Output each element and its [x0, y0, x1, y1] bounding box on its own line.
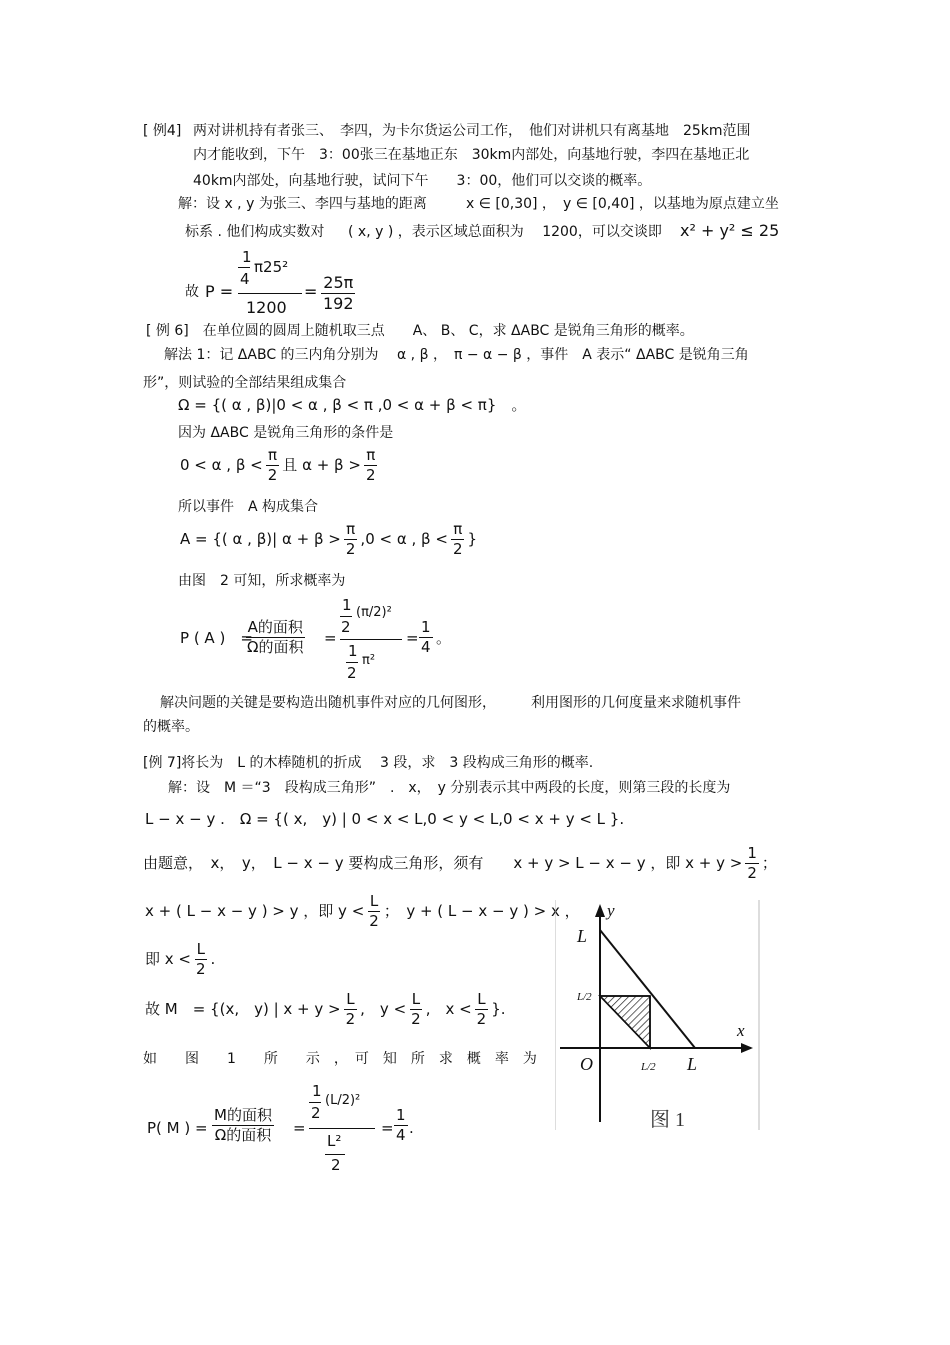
ex7-line8: 如 图 1 所 示 ， 可 知 所 求 概 率 为 — [143, 1051, 537, 1067]
ex7-line4 — [143, 846, 777, 881]
ex7-line6a: 即 x < — [145, 950, 191, 968]
ex6-mid-den-1: 1 — [348, 642, 358, 660]
figure-caption: 图 1 — [650, 1109, 685, 1130]
ex7-two: 2 — [345, 1010, 356, 1028]
ex4-tag: [ 例4] — [143, 123, 182, 139]
ex7-line5b: ； y + ( L − x − y ) > x ， — [383, 902, 580, 920]
ex7-eq2: = — [381, 1119, 394, 1137]
ex6-conclusion-2: 的概率。 — [143, 719, 199, 735]
ex4-result-num: 25π — [323, 273, 354, 292]
ex4-frac-one: 1 — [242, 248, 252, 266]
ex6-two: 2 — [267, 466, 278, 484]
ex7-pm-label: P( M ) = — [147, 1119, 208, 1137]
ex7-probability — [147, 1076, 447, 1176]
ex6-condition — [180, 448, 381, 483]
ex7-line5a: x + ( L − x − y ) > y ，即 y < — [145, 902, 365, 920]
ex7-line4a: 由题意， x， y， L − x − y 要构成三角形，须有 x + y > L − x − y ，即 x + y > — [143, 854, 743, 872]
ex7-two: 2 — [411, 1010, 421, 1028]
ex6-pi: π — [346, 520, 356, 538]
ex6-mid-num-2: 2 — [341, 618, 351, 636]
ex7-m-set-a: 故 M = {(x, y) | x + y > — [145, 1000, 341, 1018]
ex7-mid-den: L² — [327, 1132, 342, 1150]
ex7-two: 2 — [476, 1010, 487, 1028]
ex7-m-set-b: , y < — [360, 1000, 407, 1018]
ex7-eq1: = — [293, 1119, 306, 1137]
ex7-line6b: . — [210, 950, 216, 968]
ex7-m-set-c: , x < — [425, 1000, 472, 1018]
ex4-frac-1200: 1200 — [246, 298, 287, 317]
ex6-pa-num: A的面积 — [247, 618, 303, 636]
ex7-period: . — [409, 1119, 414, 1137]
ex6-mid-den-2: 2 — [347, 664, 357, 682]
ex6-fig-ref: 由图 2 可知，所求概率为 — [178, 573, 346, 589]
ex7-L: L — [477, 990, 486, 1008]
ex6-mid-num-1: 1 — [342, 596, 352, 614]
ex6-res-den: 4 — [421, 638, 431, 656]
ex6-a-set-c: } — [467, 530, 478, 548]
axis-x-label: x — [737, 1021, 745, 1040]
ex7-L: L — [411, 990, 421, 1008]
ex7-line1: [例 7]将长为 L 的木棒随机的折成 3 段，求 3 段构成三角形的概率. — [143, 755, 594, 771]
ex6-a-set-a: A = {( α , β)| α + β > — [180, 530, 341, 548]
ex4-p-fraction — [238, 250, 302, 320]
ex6-a-set — [180, 522, 477, 557]
ex7-line4b: ； — [761, 854, 777, 872]
axis-y-label: y — [607, 901, 615, 920]
ex6-eq2: = — [406, 629, 419, 647]
ex7-two: 2 — [195, 960, 206, 978]
ex6-a-set-b: ,0 < α , β < — [360, 530, 448, 548]
ex4-frac-four: 4 — [240, 270, 250, 288]
ex7-L: L — [196, 940, 205, 958]
ex6-res-num: 1 — [421, 618, 431, 636]
ex7-mid-num-2: 2 — [311, 1104, 321, 1122]
ex6-two: 2 — [452, 540, 463, 558]
ex7-two: 2 — [369, 912, 379, 930]
ex7-mid-num-1: 1 — [312, 1082, 322, 1100]
ex6-period: 。 — [436, 629, 452, 647]
y-axis-arrow — [595, 904, 605, 917]
ex4-line5b: ( x, y ) ，表示区域总面积为 1200，可以交谈即 — [348, 224, 662, 240]
ex6-mid-paren: (π/2)² — [356, 605, 392, 620]
ex4-line4a: 解：设 x , y 为张三、李四与基地的距离 — [178, 196, 427, 212]
ex7-mid-paren: (L/2)² — [325, 1093, 361, 1108]
ex7-m-set-d: }. — [491, 1000, 506, 1018]
ex4-line1: 两对讲机持有者张三、 李四，为卡尔货运公司工作， 他们对讲机只有离基地 25km范围 — [193, 123, 751, 139]
ex7-pm-den: Ω的面积 — [214, 1126, 272, 1144]
ex4-inequality: x² + y² ≤ 25 — [680, 221, 780, 240]
ex7-line5 — [145, 894, 580, 929]
ex6-conclusion-1: 解决问题的关键是要构造出随机事件对应的几何图形， 利用图形的几何度量来求随机事件 — [160, 695, 741, 711]
ex7-mid-den-b: 2 — [331, 1156, 341, 1174]
ex6-mid-fraction — [340, 598, 404, 688]
ex7-L: L — [346, 990, 355, 1008]
x-axis-arrow — [741, 1043, 753, 1053]
ex7-L: L — [369, 892, 379, 910]
ex7-pm-num: M的面积 — [214, 1106, 272, 1124]
ex6-two: 2 — [345, 540, 356, 558]
ex7-res-num: 1 — [396, 1106, 406, 1124]
origin-label: O — [580, 1054, 593, 1074]
ex6-line2: 解法 1：记 ΔABC 的三内角分别为 α , β ， π − α − β ，事件 A 表示“ ΔABC 是锐角三角 — [164, 347, 749, 363]
ex4-p-result — [318, 275, 359, 312]
ex4-line5a: 标系 . 他们构成实数对 — [185, 224, 325, 240]
ex6-pi: π — [268, 446, 278, 464]
ex6-line3: 形”，则试验的全部结果组成集合 — [143, 375, 347, 391]
half-L-on-y-axis: L/2 — [577, 991, 592, 1003]
ex4-line4c: y ∈ [0,40] ，以基地为原点建立坐 — [563, 196, 779, 212]
ex6-line1: [ 例 6] 在单位圆的圆周上随机取三点 A、 B、 C，求 ΔABC 是锐角三角形的概率。 — [146, 323, 694, 339]
ex6-omega-set: Ω = {( α , β)|0 < α , β < π ,0 < α + β < π} 。 — [178, 396, 527, 414]
ex6-pa-label: P ( A ) = — [180, 629, 253, 647]
ex6-pi: π — [366, 446, 376, 464]
ex4-line4b: x ∈ [0,30] ， — [466, 196, 556, 212]
ex7-l4-num: 1 — [747, 844, 757, 862]
L-on-x-axis: L — [687, 1054, 698, 1074]
ex4-p-label: P = — [205, 282, 234, 301]
ex6-cond-a: 0 < α , β < — [180, 456, 263, 474]
ex6-pi: π — [453, 520, 463, 538]
ex4-p-lead: 故 — [185, 284, 199, 300]
ex6-a-intro: 所以事件 A 构成集合 — [178, 499, 319, 515]
ex7-l4-den: 2 — [747, 864, 757, 882]
ex6-mid-pi2: π² — [362, 653, 376, 668]
half-L-on-x-axis: L/2 — [641, 1061, 656, 1073]
ex7-m-set — [145, 992, 506, 1027]
ex6-two: 2 — [365, 466, 376, 484]
figure-1-triangle-diagram — [555, 900, 760, 1130]
ex4-line3: 40km内部处，向基地行驶，试问下午 3：00，他们可以交谈的概率。 — [193, 173, 652, 189]
ex6-eq1: = — [324, 629, 337, 647]
ex4-frac-pi25: π25² — [254, 258, 289, 276]
ex4-line2: 内才能收到，下午 3：00张三在基地正东 30km内部处，向基地行驶，李四在基地正北 — [193, 147, 750, 163]
L-on-y-axis: L — [577, 926, 588, 946]
ex4-result-den: 192 — [323, 294, 354, 313]
ex7-omega: L − x − y . Ω = {( x, y) | 0 < x < L,0 < y < L,0 < x + y < L }. — [145, 810, 625, 828]
ex7-mid-fraction — [309, 1078, 379, 1176]
ex6-pa-den: Ω的面积 — [247, 638, 304, 656]
ex4-eq: = — [304, 282, 318, 301]
ex6-cond-b: 且 α + β > — [282, 456, 361, 474]
ex7-res-den: 4 — [396, 1126, 406, 1144]
ex7-line2: 解：设 M ＝“3 段构成三角形” . x， y 分别表示其中两段的长度，则第三段的长度为 — [168, 780, 731, 796]
ex7-line6 — [145, 942, 215, 977]
ex6-cond-intro: 因为 ΔABC 是锐角三角形的条件是 — [178, 425, 394, 441]
